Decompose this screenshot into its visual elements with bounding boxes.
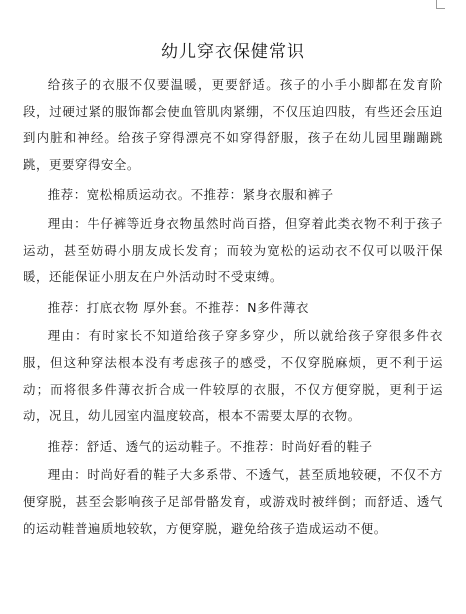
document-body (23, 40, 443, 546)
intro-paragraph: 给孩子的衣服不仅要温暖，更要舒适。孩子的小手小脚都在发育阶段，过硬过紧的服饰都会使血管肌肉紧绷，不仅压迫四肢，有些还会压迫到内脏和神经。给孩子穿得漂亮不如穿得舒服，孩子在幼儿园里蹦蹦跳跳，更要穿得安全。 (23, 77, 443, 172)
reason-2: 理由：有时家长不知道给孩子穿多穿少，所以就给孩子穿很多件衣服，但这种穿法根本没有考虑孩子的感受，不仅穿脱麻烦，更不利于运动；而将很多件薄衣折合成一件较厚的衣服，不仅方便穿脱，更利于运动，况且，幼儿园室内温度较高，根本不需要太厚的衣物。 (23, 328, 443, 424)
document-title: 幼儿穿衣保健常识 (161, 42, 305, 62)
reason-3: 理由：时尚好看的鞋子大多系带、不透气，甚至质地较硬，不仅不方便穿脱，甚至会影响孩子足部骨骼发育，或游戏时被绊倒；而舒适、透气的运动鞋普遍质地较软，方便穿脱，避免给孩子造成运动不便。 (23, 467, 443, 536)
recommendation-3: 推荐：舒适、透气的运动鞋子。不推荐：时尚好看的鞋子 (47, 438, 373, 454)
recommendation-2: 推荐：打底衣物 厚外套。不推荐：N多件薄衣 (47, 299, 310, 315)
recommendation-1: 推荐：宽松棉质运动衣。不推荐：紧身衣服和裤子 (47, 187, 334, 203)
reason-1: 理由：牛仔裤等近身衣物虽然时尚百搭，但穿着此类衣物不利于孩子运动，甚至妨碍小朋友成长发育；而较为宽松的运动衣不仅可以吸汗保暖，还能保证小朋友在户外活动时不受束缚。 (23, 215, 443, 285)
page-corner-mark (436, 0, 445, 9)
